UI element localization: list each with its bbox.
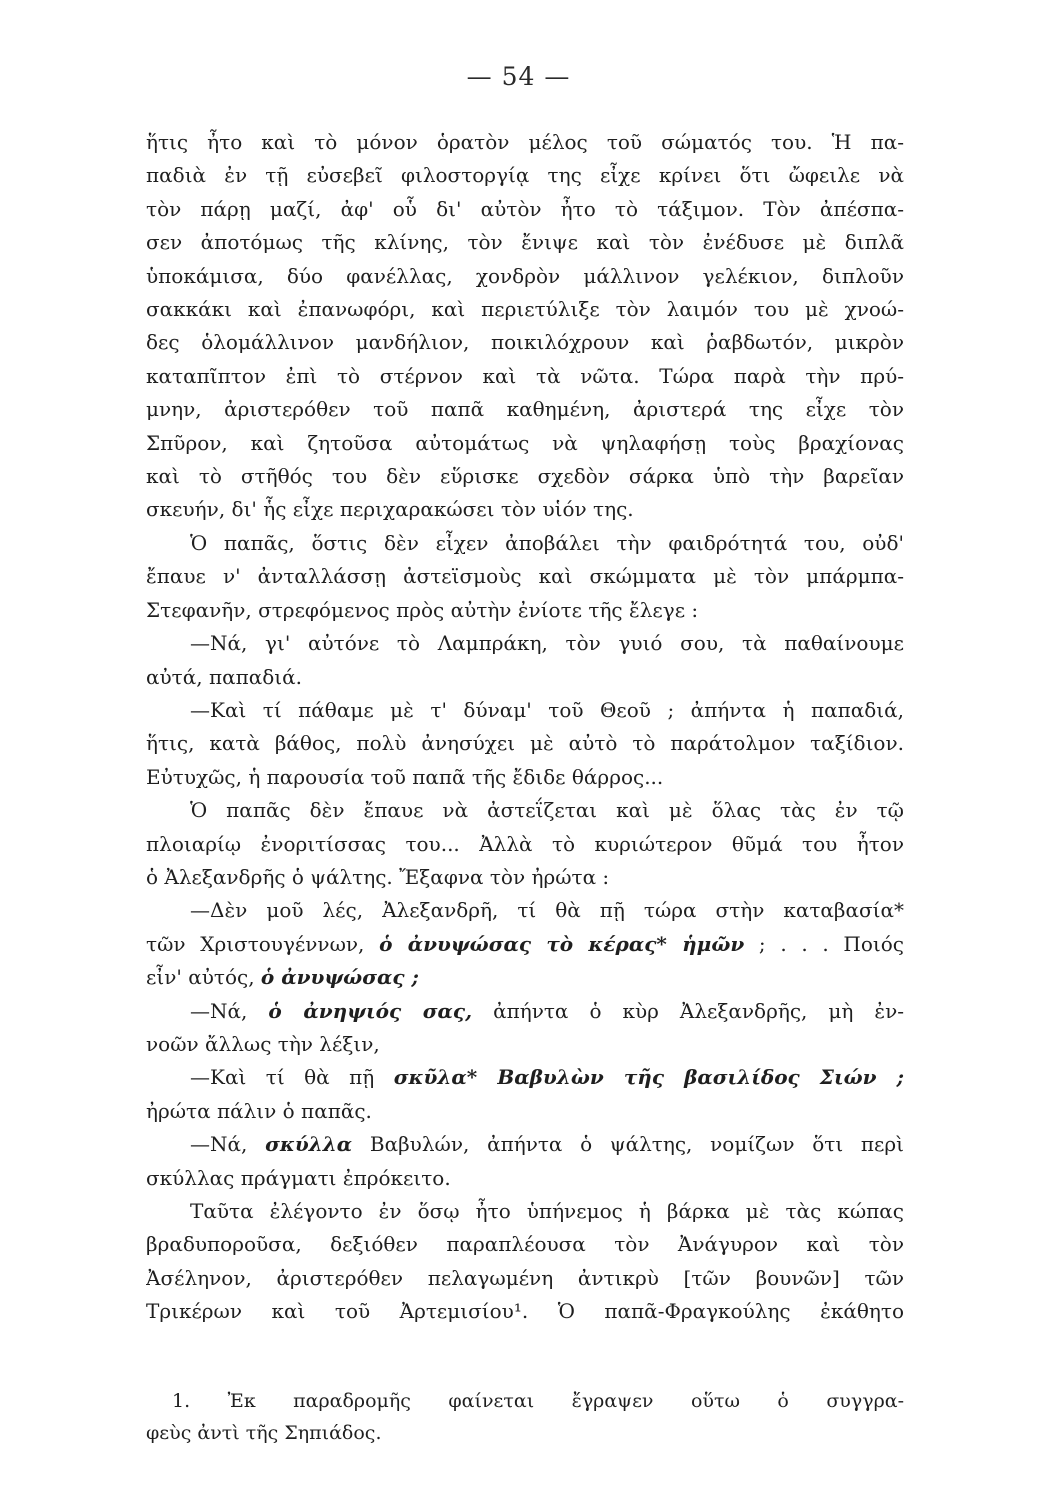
text-line: Ταῦτα ἐλέγοντο ἐν ὅσῳ ἦτο ὑπήνεμος ἡ βάρκα μὲ τὰς κώπας — [190, 1199, 904, 1223]
text-run: —Νά, — [190, 998, 248, 1023]
text-line: ἥτις ἦτο καὶ τὸ μόνον ὁρατὸν μέλος τοῦ σώματός του. Ἡ πα- — [146, 130, 904, 154]
text-line: Ὁ παπᾶς, ὅστις δὲν εἶχεν ἀποβάλει τὴν φαιδρότητά του, οὐδ' — [190, 530, 904, 555]
text-line: μνην, ἀριστερόθεν τοῦ παπᾶ καθημένη, ἀριστερά της εἶχε τὸν — [146, 397, 904, 422]
text-line: καὶ τὸ στῆθός του δὲν εὕρισκε σχεδὸν σάρκα ὑπὸ τὴν βαρεῖαν — [146, 464, 904, 489]
text-line: Σπῦρον, καὶ ζητοῦσα αὐτομάτως νὰ ψηλαφήσῃ τοὺς βραχίονας — [146, 430, 904, 455]
text-line: σεν ἀποτόμως τῆς κλίνης, τὸν ἔνιψε καὶ τὸν ἐνέδυσε μὲ διπλᾶ — [146, 230, 904, 255]
text-line: Στεφανῆν, στρεφόμενος πρὸς αὐτὴν ἐνίοτε τῆς ἔλεγε : — [146, 597, 699, 622]
text-line: σακκάκι καὶ ἐπανωφόρι, καὶ περιετύλιξε τὸν λαιμόν του μὲ χνοώ- — [146, 297, 904, 322]
text-line: Ὁ παπᾶς δὲν ἔπαυε νὰ ἀστεΐζεται καὶ μὲ ὅλας τὰς ἐν τῷ — [190, 798, 904, 823]
emphasis-run: σκύλλα — [265, 1132, 353, 1157]
text-line: —Νά, γι' αὐτόνε τὸ Λαμπράκη, τὸν γυιό σου, τὰ παθαίνουμε — [190, 631, 904, 656]
text-line: νοῶν ἄλλως τὴν λέξιν, — [146, 1031, 380, 1056]
text-line: δες ὁλομάλλινον μανδήλιον, ποικιλόχρουν καὶ ῥαβδωτόν, μικρὸν — [146, 330, 904, 355]
text-line: σκευήν, δι' ἧς εἶχε περιχαρακώσει τὸν υἱόν της. — [146, 497, 634, 522]
text-line: παδιὰ ἐν τῇ εὐσεβεῖ φιλοστοργίᾳ της εἶχε κρίνει ὅτι ὤφειλε νὰ — [146, 163, 904, 188]
text-line: αὐτά, παπαδιά. — [146, 664, 302, 689]
text-line: πλοιαρίῳ ἐνοριτίσσας του... Ἀλλὰ τὸ κυριώτερον θῦμά του ἦτον — [146, 831, 904, 856]
text-line: Ἀσέληνον, ἀριστερόθεν πελαγωμένη ἀντικρὺ [τῶν βουνῶν] τῶν — [146, 1265, 904, 1290]
emphasis-run: ὁ ἀνυψώσας τὸ κέρας* ἡμῶν — [379, 931, 745, 956]
text-line: καταπῖπτον ἐπὶ τὸ στέρνον καὶ τὰ νῶτα. Τώρα παρὰ τὴν πρύ- — [146, 363, 904, 388]
text-line — [146, 1061, 904, 1094]
emphasis-run: ὁ ἀνυψώσας ; — [260, 965, 419, 990]
text-run: τῶν Χριστουγέννων, — [146, 931, 365, 956]
text-line: βραδυποροῦσα, δεξιόθεν παραπλέουσα τὸν Ἀνάγυρον καὶ τὸν — [146, 1232, 904, 1257]
text-line: ἔπαυε ν' ἀνταλλάσσῃ ἀστεϊσμοὺς καὶ σκώμματα μὲ τὸν μπάρμπα- — [146, 564, 904, 589]
text-line: ὁ Ἀλεξανδρῆς ὁ ψάλτης. Ἔξαφνα τὸν ἠρώτα : — [146, 864, 610, 889]
text-line — [146, 961, 904, 994]
text-run: ; . . . Ποιός — [758, 931, 904, 956]
text-line — [146, 928, 904, 961]
text-line: —Καὶ τί πάθαμε μὲ τ' δύναμ' τοῦ Θεοῦ ; ἀπήντα ἡ παπαδιά, — [190, 697, 904, 722]
text-run: —Καὶ τί θὰ πῇ — [190, 1065, 375, 1090]
footnote-line: φεὺς ἀντὶ τῆς Σηπιάδος. — [146, 1422, 382, 1444]
footnote-line: 1. Ἐκ παραδρομῆς φαίνεται ἔγραψεν οὕτω ὁ συγγρα- — [172, 1390, 904, 1412]
text-line: ἠρώτα πάλιν ὁ παπᾶς. — [146, 1098, 372, 1123]
text-line: —Δὲν μοῦ λές, Ἀλεξανδρῆ, τί θὰ πῇ τώρα στὴν καταβασία* — [190, 898, 904, 923]
text-line: σκύλλας πράγματι ἐπρόκειτο. — [146, 1165, 451, 1190]
text-run: Βαβυλών, ἀπήντα ὁ ψάλτης, νομίζων ὅτι περὶ — [369, 1132, 904, 1157]
footnote — [146, 1385, 904, 1449]
text-run: —Νά, — [190, 1132, 248, 1157]
text-line — [146, 995, 904, 1028]
emphasis-run: σκῦλα* Βαβυλὼν τῆς βασιλίδος Σιών ; — [393, 1065, 904, 1090]
text-line: ἥτις, κατὰ βάθος, πολὺ ἀνησύχει μὲ αὐτὸ τὸ παράτολμον ταξίδιον. — [146, 731, 904, 756]
text-run: ἀπήντα ὁ κὺρ Ἀλεξανδρῆς, μὴ ἐν- — [493, 998, 904, 1023]
text-line: Τρικέρων καὶ τοῦ Ἀρτεμισίου¹. Ὁ παπᾶ-Φραγκούλης ἐκάθητο — [146, 1299, 904, 1324]
text-line: τὸν πάρῃ μαζί, ἀφ' οὗ δι' αὐτὸν ἦτο τὸ τάξιμον. Τὸν ἀπέσπα- — [146, 196, 904, 221]
text-run: εἶν' αὐτός, — [146, 965, 255, 990]
page-number: — 54 — — [466, 62, 571, 91]
text-line: ὑποκάμισα, δύο φανέλλας, χονδρὸν μάλλινον γελέκιον, διπλοῦν — [146, 263, 904, 288]
text-line: Εὐτυχῶς, ἡ παρουσία τοῦ παπᾶ τῆς ἔδιδε θάρρος... — [146, 764, 664, 789]
main-text — [146, 126, 904, 1329]
text-line — [146, 1128, 904, 1161]
emphasis-run: ὁ ἀνηψιός σας, — [268, 998, 473, 1023]
